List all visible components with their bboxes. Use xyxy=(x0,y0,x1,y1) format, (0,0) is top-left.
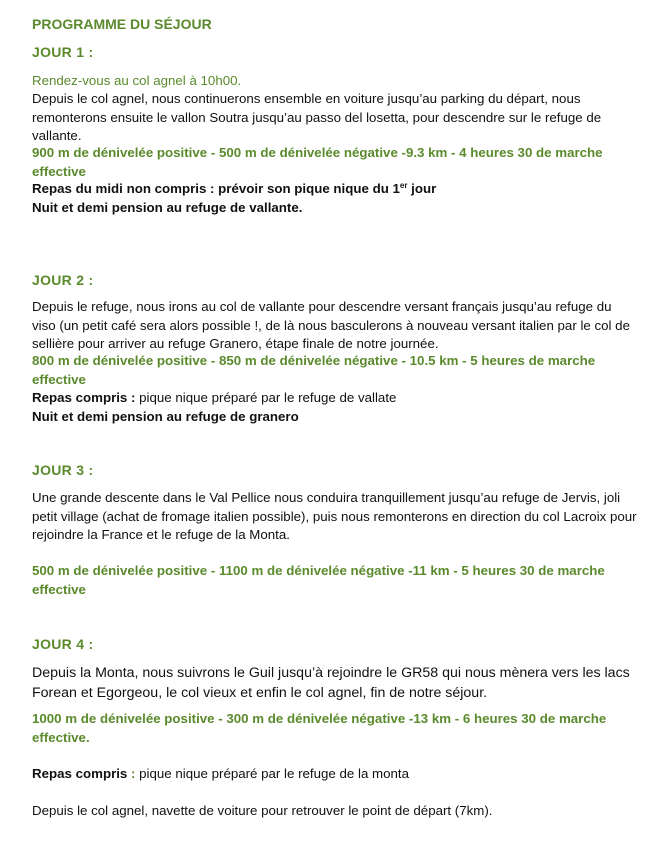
day1-lodging: Nuit et demi pension au refuge de vallante. xyxy=(32,200,303,215)
day2-lodging: Nuit et demi pension au refuge de granero xyxy=(32,409,299,424)
day2-meals-text: pique nique préparé par le refuge de vallate xyxy=(135,390,397,405)
day1-meals-suffix: jour xyxy=(407,181,437,196)
day1-meeting: Rendez-vous au col agnel à 10h00. xyxy=(32,73,242,88)
day4-heading: JOUR 4 : xyxy=(32,636,94,652)
day2-heading: JOUR 2 : xyxy=(32,272,94,288)
day4-meals-text: pique nique préparé par le refuge de la monta xyxy=(135,766,409,781)
day2-description: Depuis le refuge, nous irons au col de vallante pour descendre versant français jusqu’au refuge du viso (un petit café sera alors possible !, de là nous basculerons à nouveau versant italien par le col de sellière pour arriver au refuge Granero, étape finale de notre journée. xyxy=(32,299,630,351)
day1-heading: JOUR 1 : xyxy=(32,44,94,60)
day1-stats: 900 m de dénivelée positive - 500 m de dénivelée négative -9.3 km - 4 heures 30 de marche effective xyxy=(32,145,603,179)
page-title: PROGRAMME DU SÉJOUR xyxy=(32,16,212,32)
day3-heading: JOUR 3 : xyxy=(32,462,94,478)
day1-meals-superscript: er xyxy=(399,181,408,190)
day4-meals-label: Repas compris xyxy=(32,766,128,781)
day1-meals xyxy=(32,180,638,199)
day4-meals-colon: : xyxy=(127,766,136,781)
day4-meals xyxy=(32,765,638,784)
day3-description: Une grande descente dans le Val Pellice nous conduira tranquillement jusqu’au refuge de Jervis, joli petit village (achat de fromage italien possible), puis nous remonterons en direction du col Lacroix pour rejoindre la France et le refuge de la Monta. xyxy=(32,490,637,542)
day2-stats: 800 m de dénivelée positive - 850 m de dénivelée négative - 10.5 km - 5 heures de marche effective xyxy=(32,353,596,387)
day3-stats: 500 m de dénivelée positive - 1100 m de dénivelée négative -11 km - 5 heures 30 de marche effective xyxy=(32,563,605,597)
day1-meals-text: Repas du midi non compris : prévoir son pique nique du 1 xyxy=(32,181,400,196)
day2-meals xyxy=(32,389,638,408)
day4-stats: 1000 m de dénivelée positive - 300 m de dénivelée négative -13 km - 6 heures 30 de marche effective. xyxy=(32,711,607,745)
day4-description: Depuis la Monta, nous suivrons le Guil jusqu’à rejoindre le GR58 qui nous mènera vers les lacs Forean et Egorgeou, le col vieux et enfin le col agnel, fin de notre séjour. xyxy=(32,665,630,701)
day1-description: Depuis le col agnel, nous continuerons ensemble en voiture jusqu’au parking du départ, nous remonterons ensuite le vallon Soutra jusqu’au passo del losetta, pour descendre sur le refuge de vallante. xyxy=(32,91,602,143)
day2-meals-label: Repas compris : xyxy=(32,390,136,405)
day4-return: Depuis le col agnel, navette de voiture pour retrouver le point de départ (7km). xyxy=(32,803,493,818)
